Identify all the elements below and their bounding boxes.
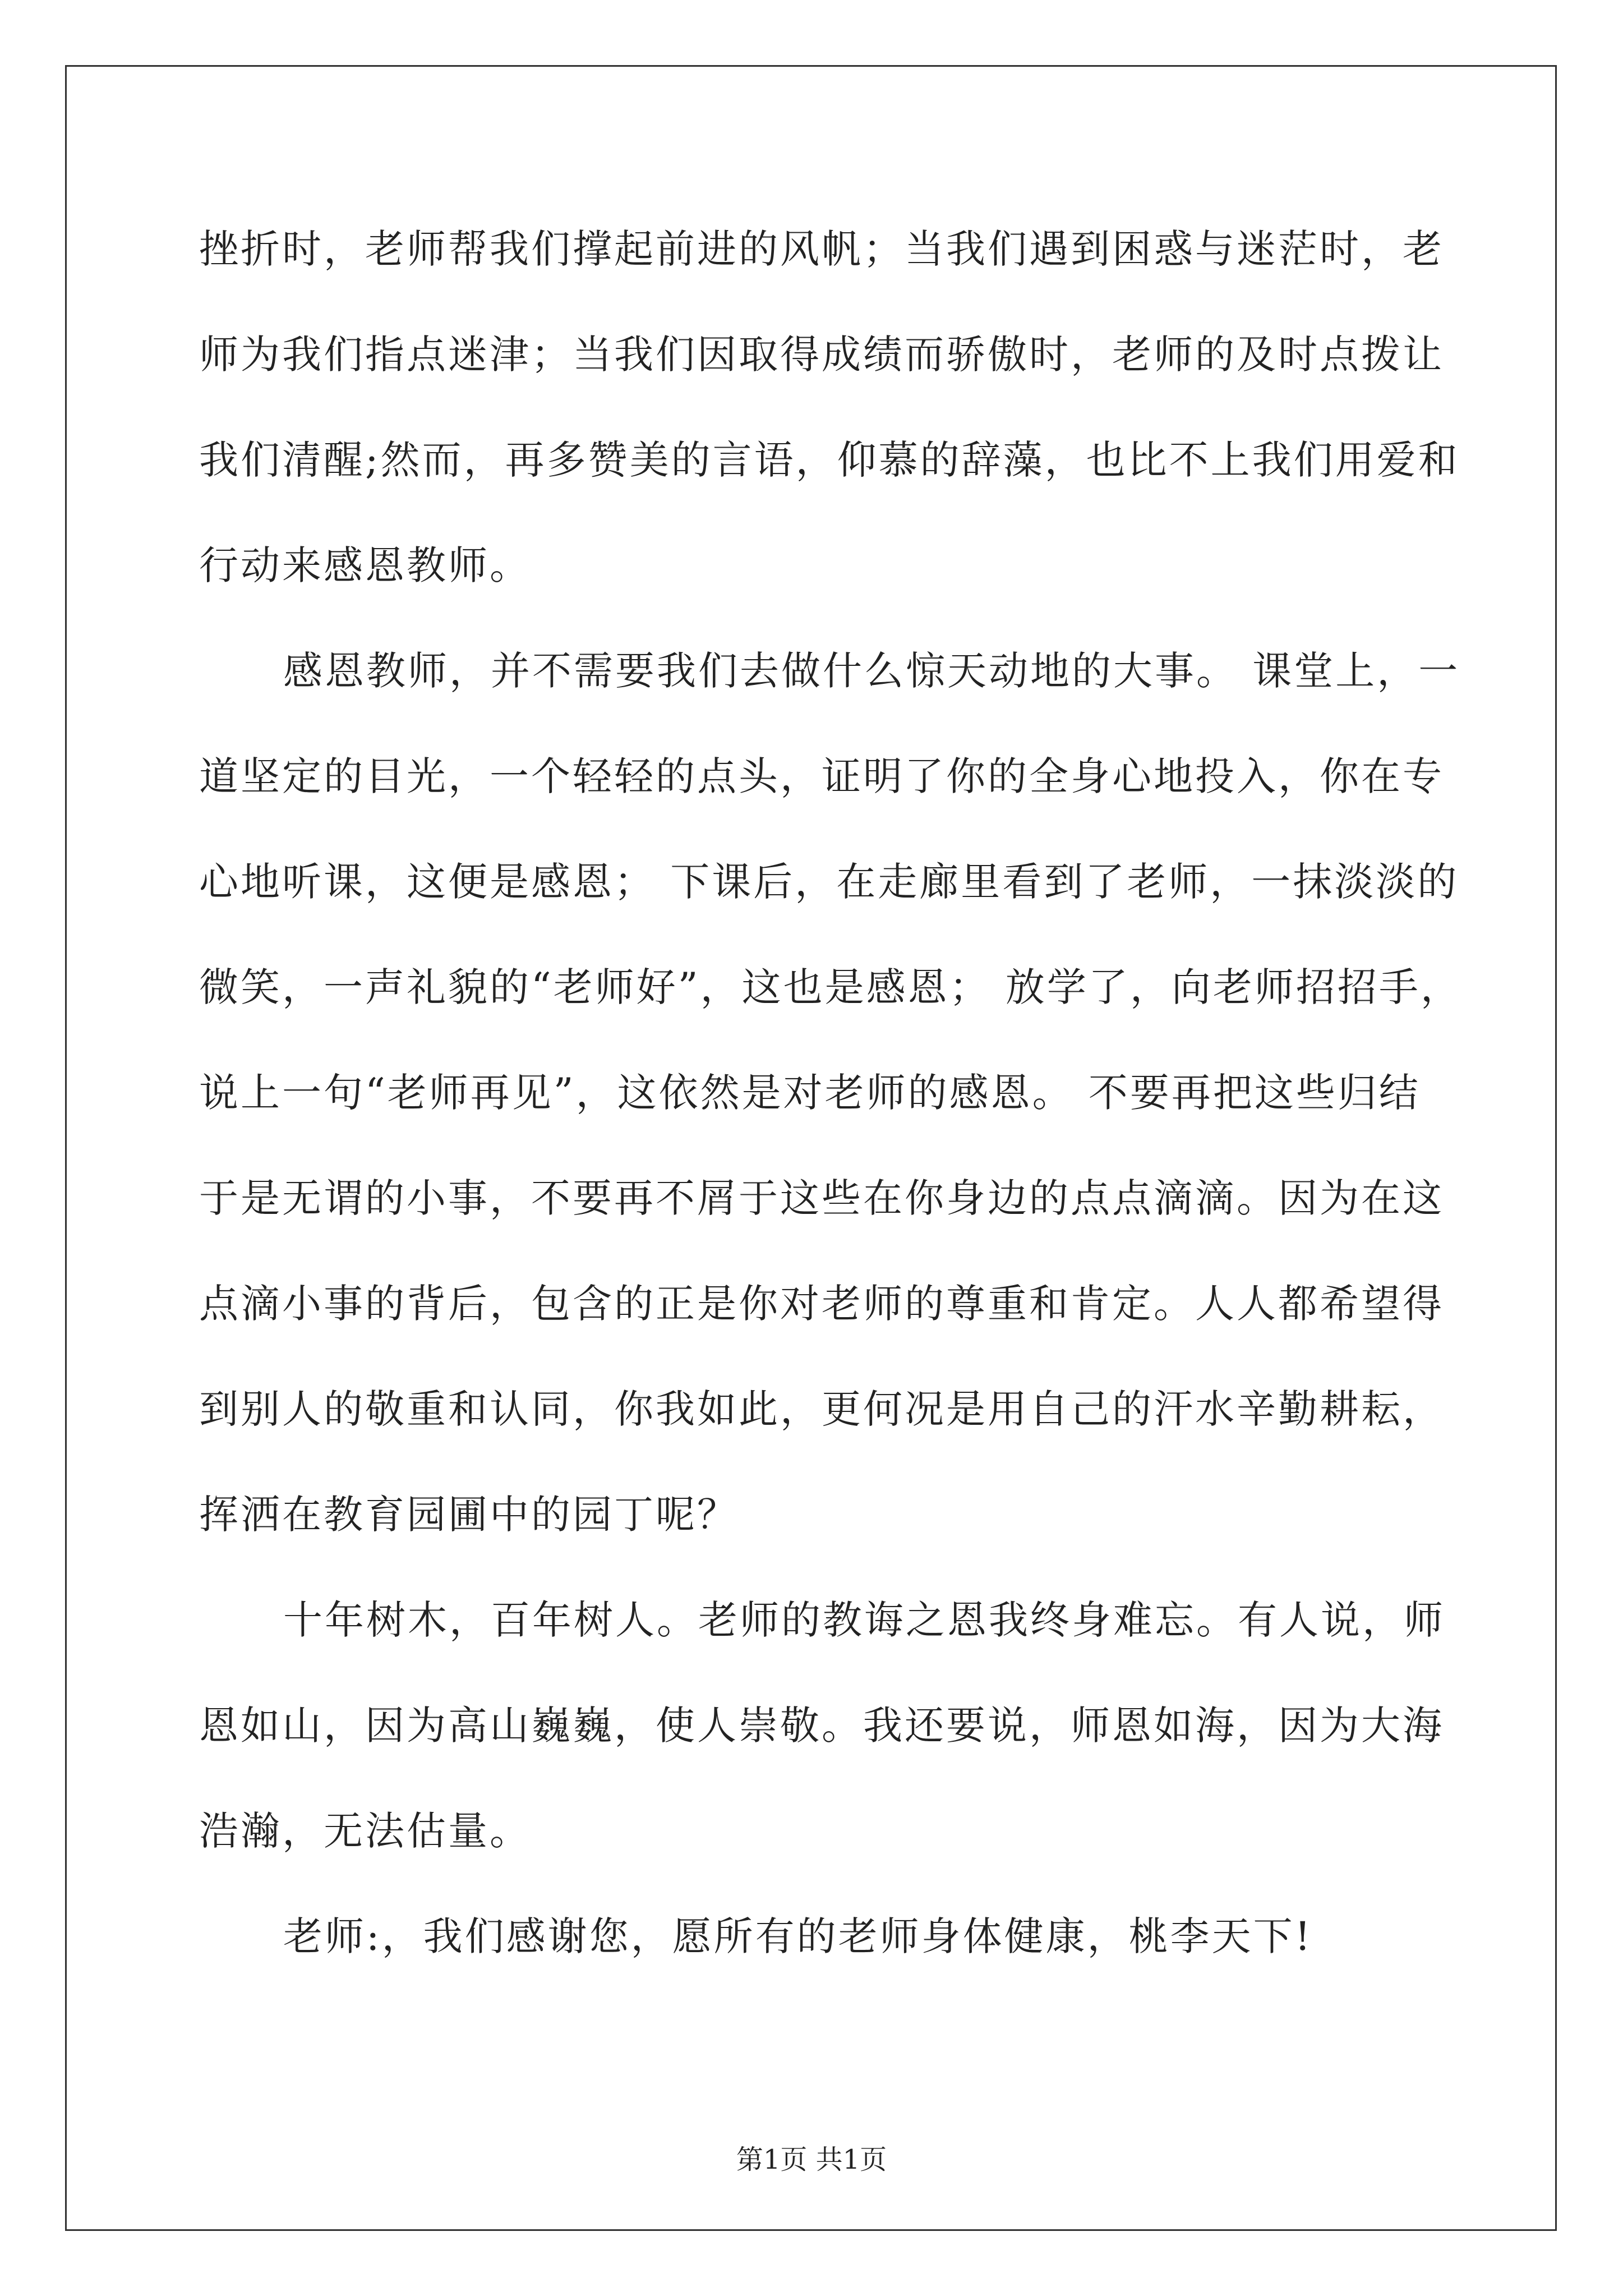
text-line: 挥洒在教育园圃中的园丁呢？ (199, 1492, 739, 1538)
text-line: 师为我们指点迷津；当我们因取得成绩而骄傲时，老师的及时点拨让 (199, 332, 1444, 378)
text-line: 到别人的敬重和认同，你我如此，更何况是用自己的汗水辛勤耕耘， (199, 1386, 1444, 1432)
text-line: 微笑，一声礼貌的“老师好”，这也是感恩； 放学了，向老师招招手， (199, 964, 1462, 1010)
text-line: 于是无谓的小事，不要再不屑于这些在你身边的点点滴滴。因为在这 (199, 1175, 1444, 1221)
text-line: 心地听课，这便是感恩； 下课后，在走廊里看到了老师，一抹淡淡的 (199, 859, 1459, 905)
text-line: 我们清醒;然而，再多赞美的言语，仰慕的辞藻，也比不上我们用爱和 (199, 437, 1460, 483)
text-line: 道坚定的目光，一个轻轻的点头，证明了你的全身心地投入，你在专 (199, 753, 1444, 799)
text-line: 说上一句“老师再见”，这依然是对老师的感恩。 不要再把这些归结 (199, 1070, 1421, 1116)
text-line: 行动来感恩教师。 (199, 542, 531, 588)
text-line: 挫折时，老师帮我们撑起前进的风帆；当我们遇到困惑与迷茫时，老 (199, 226, 1444, 272)
text-line: 点滴小事的背后，包含的正是你对老师的尊重和肯定。人人都希望得 (199, 1281, 1444, 1327)
paragraph-first-line: 十年树木，百年树人。老师的教诲之恩我终身难忘。有人说，师 (283, 1597, 1445, 1643)
document-body (199, 213, 1462, 2006)
text-line: 浩瀚，无法估量。 (199, 1808, 531, 1854)
paragraph-first-line: 感恩教师，并不需要我们去做什么惊天动地的大事。 课堂上，一 (283, 648, 1460, 694)
text-line: 恩如山，因为高山巍巍，使人崇敬。我还要说，师恩如海，因为大海 (199, 1703, 1444, 1749)
paragraph-first-line: 老师:，我们感谢您，愿所有的老师身体健康，桃李天下! (283, 1913, 1313, 1959)
page-number-footer: 第1页 共1页 (736, 2144, 887, 2175)
